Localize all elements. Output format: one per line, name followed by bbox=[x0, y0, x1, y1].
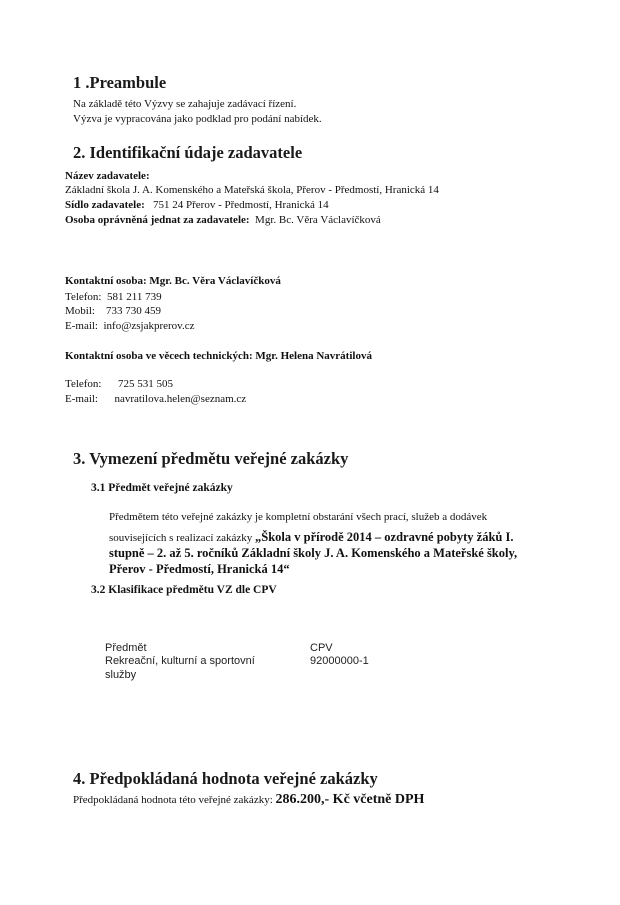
email-value[interactable]: info@zsjakprerov.cz bbox=[103, 320, 195, 332]
estimated-value-amount: 286.200,- Kč včetně DPH bbox=[275, 792, 425, 807]
contact-person-label: Kontaktní osoba: Mgr. Bc. Věra Václavíčková bbox=[65, 275, 281, 287]
section-3-heading: 3. Vymezení předmětu veřejné zakázky bbox=[73, 449, 349, 468]
cpv-table-row-subject-line-1: Rekreační, kulturní a sportovní bbox=[105, 655, 255, 667]
authorized-person-label: Osoba oprávněná jednat za zadavatele: bbox=[65, 214, 250, 226]
phone-value: 581 211 739 bbox=[107, 291, 162, 303]
section-1-heading: 1 .Preambule bbox=[73, 73, 167, 92]
authorized-person-row bbox=[65, 214, 381, 226]
subject-paragraph-line-4: Přerov - Předmostí, Hranická 14“ bbox=[109, 562, 290, 576]
estimated-value-row bbox=[73, 792, 424, 808]
seat-label: Sídlo zadavatele: bbox=[65, 199, 145, 211]
technical-contact-label: Kontaktní osoba ve věcech technických: Mgr. Helena Navrátilová bbox=[65, 350, 372, 362]
preamble-line-1: Na základě této Výzvy se zahajuje zadávací řízení. bbox=[73, 98, 297, 110]
mobile-label: Mobil: bbox=[65, 305, 95, 317]
subject-paragraph-line-2 bbox=[109, 530, 513, 545]
mobile-value: 733 730 459 bbox=[105, 305, 161, 317]
cpv-table-header-subject: Předmět bbox=[105, 642, 147, 654]
authorized-person-value: Mgr. Bc. Věra Václavíčková bbox=[255, 214, 381, 226]
subject-paragraph-bold: „Škola v přírodě 2014 – ozdravné pobyty žáků I. bbox=[255, 530, 514, 544]
seat-row bbox=[65, 199, 329, 211]
phone-row bbox=[65, 291, 162, 303]
email-label: E-mail: bbox=[65, 320, 98, 332]
subsection-3-2-heading: 3.2 Klasifikace předmětu VZ dle CPV bbox=[91, 584, 277, 596]
subject-paragraph-line-1: Předmětem této veřejné zakázky je kompletní obstarání všech prací, služeb a dodávek bbox=[109, 511, 488, 523]
contracting-authority-name-label: Název zadavatele: bbox=[65, 170, 150, 182]
section-2-heading: 2. Identifikační údaje zadavatele bbox=[73, 143, 303, 162]
technical-phone-row bbox=[65, 378, 173, 390]
cpv-table-row-subject-line-2: služby bbox=[105, 669, 137, 681]
cpv-table-header-cpv: CPV bbox=[310, 642, 333, 654]
technical-email-label: E-mail: bbox=[65, 393, 98, 405]
seat-value: 751 24 Přerov - Předmostí, Hranická 14 bbox=[153, 199, 329, 211]
technical-email-row bbox=[65, 393, 246, 405]
estimated-value-label: Předpokládaná hodnota této veřejné zakázky: bbox=[73, 794, 273, 806]
technical-phone-value: 725 531 505 bbox=[118, 378, 173, 390]
subsection-3-1-heading: 3.1 Předmět veřejné zakázky bbox=[91, 482, 233, 494]
mobile-row bbox=[65, 305, 161, 317]
cpv-table-row-code: 92000000-1 bbox=[310, 655, 369, 667]
phone-label: Telefon: bbox=[65, 291, 102, 303]
email-row bbox=[65, 320, 194, 332]
subject-paragraph-plain: souvisejících s realizací zakázky bbox=[109, 532, 255, 544]
subject-paragraph-line-3: stupně – 2. až 5. ročníků Základní školy J. A. Komenského a Mateřské školy, bbox=[109, 546, 518, 560]
preamble-line-2: Výzva je vypracována jako podklad pro podání nabídek. bbox=[73, 113, 322, 125]
technical-phone-label: Telefon: bbox=[65, 378, 102, 390]
contracting-authority-name-value: Základní škola J. A. Komenského a Mateřská škola, Přerov - Předmostí, Hranická 14 bbox=[65, 184, 439, 196]
technical-email-value[interactable]: navratilova.helen@seznam.cz bbox=[114, 393, 247, 405]
section-4-heading: 4. Předpokládaná hodnota veřejné zakázky bbox=[73, 769, 378, 788]
